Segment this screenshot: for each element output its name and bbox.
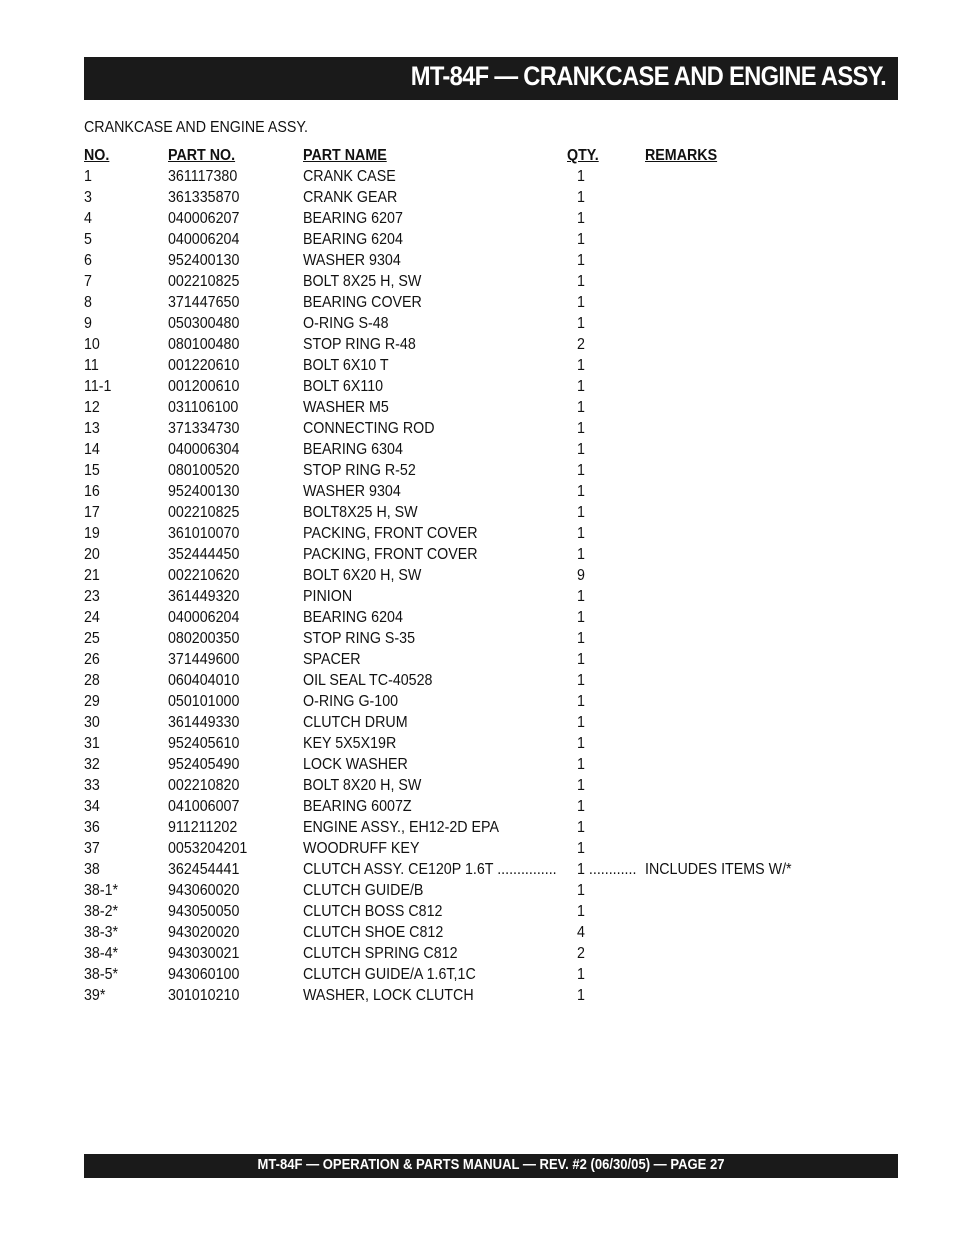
qty-cell: 9 (577, 567, 585, 584)
part-name-cell: LOCK WASHER (303, 756, 408, 773)
qty-cell: 1 (577, 378, 585, 395)
part-name-cell: PINION (303, 588, 353, 605)
table-body (84, 166, 844, 1006)
qty-cell: 1 (577, 525, 585, 542)
part-name-cell: CRANK CASE (303, 168, 396, 185)
part-name-cell: SPACER (303, 651, 361, 668)
part-name-cell: WASHER, LOCK CLUTCH (303, 987, 474, 1004)
table-row (84, 607, 844, 628)
remarks-cell: INCLUDES ITEMS W/* (645, 861, 792, 878)
table-row (84, 880, 844, 901)
part-name-cell: WASHER 9304 (303, 252, 401, 269)
table-row (84, 355, 844, 376)
part-no-cell: 361449320 (168, 588, 240, 605)
table-row (84, 796, 844, 817)
parts-table (84, 145, 844, 1006)
part-number-index: 38-5* (84, 966, 119, 983)
part-name-cell: CLUTCH DRUM (303, 714, 408, 731)
qty-cell: 4 (577, 924, 585, 941)
part-number-index: 11-1 (84, 378, 112, 395)
part-no-cell: 301010210 (168, 987, 240, 1004)
part-number-index: 4 (84, 210, 92, 227)
table-row (84, 670, 844, 691)
part-number-index: 38-3* (84, 924, 119, 941)
qty-cell: 1 (577, 231, 585, 248)
part-no-cell: 911211202 (168, 819, 238, 836)
qty-cell: 2 (577, 945, 585, 962)
part-number-index: 8 (84, 294, 92, 311)
part-no-cell: 952400130 (168, 252, 240, 269)
qty-cell: 1 (577, 882, 585, 899)
qty-cell: 1 (577, 693, 585, 710)
part-name-cell: BOLT 8X20 H, SW (303, 777, 422, 794)
part-number-index: 9 (84, 315, 92, 332)
part-name-cell: WOODRUFF KEY (303, 840, 420, 857)
part-no-cell: 943050050 (168, 903, 240, 920)
qty-cell: 2 (577, 336, 585, 353)
column-header-remarks: REMARKS (645, 147, 718, 164)
part-number-index: 14 (84, 441, 100, 458)
qty-cell: 1 (577, 462, 585, 479)
column-header-part-no: PART NO. (168, 147, 236, 164)
part-no-cell: 361449330 (168, 714, 240, 731)
table-row (84, 271, 844, 292)
part-number-index: 7 (84, 273, 92, 290)
qty-cell: 1 (577, 546, 585, 563)
qty-cell: 1 (577, 609, 585, 626)
table-row (84, 586, 844, 607)
qty-cell: 1 (577, 315, 585, 332)
section-label: CRANKCASE AND ENGINE ASSY. (84, 119, 309, 136)
qty-cell: 1 (577, 504, 585, 521)
part-name-cell: CLUTCH GUIDE/A 1.6T,1C (303, 966, 476, 983)
part-no-cell: 952400130 (168, 483, 240, 500)
part-number-index: 3 (84, 189, 92, 206)
part-name-cell: STOP RING R-52 (303, 462, 416, 479)
table-row (84, 229, 844, 250)
qty-cell: 1 (577, 819, 585, 836)
table-row (84, 376, 844, 397)
part-number-index: 32 (84, 756, 100, 773)
table-row (84, 397, 844, 418)
part-number-index: 31 (84, 735, 100, 752)
qty-cell: 1 ............ (577, 861, 637, 878)
part-name-cell: CONNECTING ROD (303, 420, 435, 437)
part-no-cell: 080100480 (168, 336, 240, 353)
table-row (84, 754, 844, 775)
table-row (84, 775, 844, 796)
qty-cell: 1 (577, 357, 585, 374)
table-row (84, 733, 844, 754)
part-no-cell: 002210825 (168, 273, 240, 290)
part-number-index: 12 (84, 399, 100, 416)
part-name-cell: KEY 5X5X19R (303, 735, 397, 752)
qty-cell: 1 (577, 168, 585, 185)
part-no-cell: 371447650 (168, 294, 240, 311)
part-name-cell: BOLT8X25 H, SW (303, 504, 418, 521)
table-row (84, 439, 844, 460)
part-name-cell: O-RING G-100 (303, 693, 399, 710)
part-name-cell: BEARING COVER (303, 294, 422, 311)
part-number-index: 34 (84, 798, 100, 815)
part-no-cell: 001220610 (168, 357, 240, 374)
table-row (84, 964, 844, 985)
part-no-cell: 050300480 (168, 315, 240, 332)
qty-cell: 1 (577, 756, 585, 773)
part-name-cell: BEARING 6204 (303, 609, 403, 626)
part-name-cell: OIL SEAL TC-40528 (303, 672, 433, 689)
qty-cell: 1 (577, 798, 585, 815)
part-name-cell: O-RING S-48 (303, 315, 389, 332)
part-no-cell: 041006007 (168, 798, 240, 815)
part-name-cell: CLUTCH BOSS C812 (303, 903, 443, 920)
qty-cell: 1 (577, 987, 585, 1004)
table-row (84, 292, 844, 313)
table-header-row (84, 145, 844, 166)
part-number-index: 39* (84, 987, 106, 1004)
part-name-cell: ENGINE ASSY., EH12-2D EPA (303, 819, 500, 836)
qty-cell: 1 (577, 420, 585, 437)
qty-cell: 1 (577, 672, 585, 689)
part-number-index: 38-2* (84, 903, 119, 920)
footer-bar (84, 1154, 898, 1178)
part-no-cell: 040006204 (168, 609, 240, 626)
part-number-index: 28 (84, 672, 100, 689)
qty-cell: 1 (577, 777, 585, 794)
part-no-cell: 002210620 (168, 567, 240, 584)
part-number-index: 5 (84, 231, 92, 248)
part-name-cell: CLUTCH GUIDE/B (303, 882, 424, 899)
table-row (84, 208, 844, 229)
part-no-cell: 943020020 (168, 924, 240, 941)
table-row (84, 565, 844, 586)
part-no-cell: 352444450 (168, 546, 240, 563)
column-header-qty: QTY. (567, 147, 599, 164)
qty-cell: 1 (577, 273, 585, 290)
part-number-index: 21 (84, 567, 100, 584)
table-row (84, 544, 844, 565)
part-no-cell: 060404010 (168, 672, 240, 689)
qty-cell: 1 (577, 651, 585, 668)
table-row (84, 838, 844, 859)
part-number-index: 20 (84, 546, 100, 563)
part-name-cell: CLUTCH SPRING C812 (303, 945, 458, 962)
part-name-cell: STOP RING R-48 (303, 336, 416, 353)
part-no-cell: 040006207 (168, 210, 240, 227)
part-name-cell: STOP RING S-35 (303, 630, 416, 647)
table-row (84, 481, 844, 502)
qty-cell: 1 (577, 252, 585, 269)
part-no-cell: 952405610 (168, 735, 240, 752)
column-header-part-name: PART NAME (303, 147, 387, 164)
table-row (84, 859, 844, 880)
part-no-cell: 362454441 (168, 861, 240, 878)
part-number-index: 37 (84, 840, 100, 857)
part-no-cell: 031106100 (168, 399, 239, 416)
qty-cell: 1 (577, 294, 585, 311)
qty-cell: 1 (577, 714, 585, 731)
table-row (84, 649, 844, 670)
part-name-cell: BOLT 6X20 H, SW (303, 567, 422, 584)
qty-cell: 1 (577, 630, 585, 647)
part-number-index: 1 (84, 168, 92, 185)
qty-cell: 1 (577, 903, 585, 920)
page-title: MT-84F — CRANKCASE AND ENGINE ASSY. (410, 61, 886, 91)
table-row (84, 334, 844, 355)
part-name-cell: BOLT 8X25 H, SW (303, 273, 422, 290)
part-name-cell: BEARING 6304 (303, 441, 403, 458)
part-name-cell: BEARING 6207 (303, 210, 403, 227)
page-title-bar (84, 57, 898, 100)
table-row (84, 817, 844, 838)
part-no-cell: 943060020 (168, 882, 240, 899)
part-no-cell: 943030021 (168, 945, 240, 962)
qty-cell: 1 (577, 399, 585, 416)
table-row (84, 166, 844, 187)
table-row (84, 523, 844, 544)
part-number-index: 19 (84, 525, 100, 542)
part-no-cell: 002210820 (168, 777, 240, 794)
part-number-index: 24 (84, 609, 100, 626)
part-name-cell: BOLT 6X110 (303, 378, 384, 395)
table-row (84, 418, 844, 439)
footer-text: MT-84F — OPERATION & PARTS MANUAL — REV. #2 (06/30/05) — PAGE 27 (257, 1157, 725, 1173)
column-header-no: NO. (84, 147, 110, 164)
qty-cell: 1 (577, 735, 585, 752)
part-number-index: 15 (84, 462, 100, 479)
part-number-index: 23 (84, 588, 100, 605)
table-row (84, 985, 844, 1006)
table-row (84, 691, 844, 712)
part-no-cell: 040006204 (168, 231, 240, 248)
part-number-index: 36 (84, 819, 100, 836)
part-name-cell: CLUTCH SHOE C812 (303, 924, 444, 941)
part-no-cell: 361010070 (168, 525, 240, 542)
part-number-index: 29 (84, 693, 100, 710)
table-row (84, 943, 844, 964)
qty-cell: 1 (577, 210, 585, 227)
part-name-cell: WASHER 9304 (303, 483, 401, 500)
table-row (84, 712, 844, 733)
qty-cell: 1 (577, 966, 585, 983)
table-row (84, 502, 844, 523)
part-number-index: 17 (84, 504, 100, 521)
qty-cell: 1 (577, 483, 585, 500)
qty-cell: 1 (577, 441, 585, 458)
part-name-cell: BEARING 6204 (303, 231, 403, 248)
part-name-cell: PACKING, FRONT COVER (303, 546, 478, 563)
table-row (84, 922, 844, 943)
part-number-index: 10 (84, 336, 100, 353)
part-no-cell: 371449600 (168, 651, 240, 668)
table-row (84, 313, 844, 334)
part-number-index: 6 (84, 252, 92, 269)
table-row (84, 187, 844, 208)
part-no-cell: 361335870 (168, 189, 240, 206)
part-number-index: 38 (84, 861, 100, 878)
part-name-cell: PACKING, FRONT COVER (303, 525, 478, 542)
part-no-cell: 952405490 (168, 756, 240, 773)
qty-cell: 1 (577, 189, 585, 206)
part-number-index: 13 (84, 420, 100, 437)
qty-cell: 1 (577, 588, 585, 605)
part-name-cell: CLUTCH ASSY. CE120P 1.6T ............... (303, 861, 557, 878)
part-no-cell: 943060100 (168, 966, 240, 983)
part-number-index: 26 (84, 651, 100, 668)
table-row (84, 250, 844, 271)
part-number-index: 38-4* (84, 945, 119, 962)
part-no-cell: 0053204201 (168, 840, 248, 857)
table-row (84, 901, 844, 922)
part-name-cell: WASHER M5 (303, 399, 389, 416)
part-number-index: 25 (84, 630, 100, 647)
part-no-cell: 080100520 (168, 462, 240, 479)
part-number-index: 16 (84, 483, 100, 500)
part-number-index: 38-1* (84, 882, 119, 899)
qty-cell: 1 (577, 840, 585, 857)
part-no-cell: 002210825 (168, 504, 240, 521)
part-no-cell: 361117380 (168, 168, 238, 185)
part-no-cell: 050101000 (168, 693, 240, 710)
part-number-index: 33 (84, 777, 100, 794)
table-row (84, 628, 844, 649)
part-name-cell: BEARING 6007Z (303, 798, 412, 815)
part-number-index: 30 (84, 714, 100, 731)
part-no-cell: 371334730 (168, 420, 240, 437)
part-number-index: 11 (84, 357, 99, 374)
part-name-cell: CRANK GEAR (303, 189, 398, 206)
part-no-cell: 040006304 (168, 441, 240, 458)
part-name-cell: BOLT 6X10 T (303, 357, 389, 374)
table-row (84, 460, 844, 481)
part-no-cell: 080200350 (168, 630, 240, 647)
part-no-cell: 001200610 (168, 378, 240, 395)
